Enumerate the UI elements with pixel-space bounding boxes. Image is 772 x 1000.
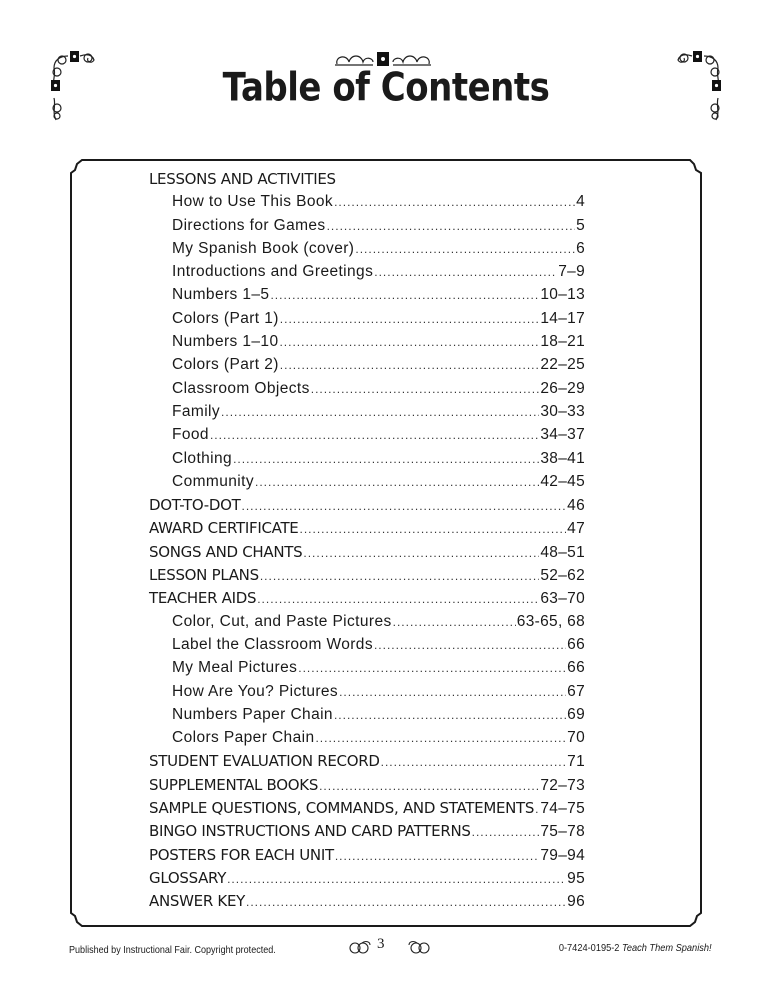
footer-book-info: [559, 942, 712, 954]
toc-entry: [149, 636, 585, 659]
toc-entry: [149, 706, 585, 729]
dot-leader: [246, 895, 566, 909]
dot-leader: [311, 382, 540, 396]
toc-entry-label: Label the Classroom Words: [172, 635, 373, 653]
toc-section-entry: [149, 566, 585, 589]
toc-entry-page: 4: [576, 193, 585, 211]
toc-entry-page: 71: [567, 753, 585, 771]
toc-entry-page: 26–29: [540, 379, 585, 397]
toc-section-entry: [149, 892, 585, 915]
toc-entry: [149, 380, 585, 403]
toc-entry-label: Numbers 1–10: [172, 333, 279, 351]
toc-entry: [149, 473, 585, 496]
dot-leader: [260, 569, 540, 583]
toc-entry-page: 70: [567, 729, 585, 747]
footer-book-title: Teach Them Spanish!: [622, 942, 712, 954]
toc-entry-label: DOT-TO-DOT: [149, 496, 241, 515]
toc-entry-page: 5: [576, 216, 585, 234]
toc-entry-label: GLOSSARY: [149, 868, 227, 887]
toc-entry-label: AWARD CERTIFICATE: [149, 519, 299, 538]
toc-entry-page: 22–25: [540, 356, 585, 374]
toc-section-entry: [149, 170, 585, 193]
toc-entry-page: 34–37: [540, 426, 585, 444]
toc-entry-label: Color, Cut, and Paste Pictures: [172, 612, 392, 630]
toc-entry: [149, 729, 585, 752]
toc-entry-label: ANSWER KEY: [149, 892, 245, 911]
toc-entry-label: SUPPLEMENTAL BOOKS: [149, 775, 319, 794]
toc-entry-page: 67: [567, 682, 585, 700]
toc-entry-page: 66: [567, 659, 585, 677]
toc-entry-label: SAMPLE QUESTIONS, COMMANDS, AND STATEMENTS: [149, 799, 535, 818]
dot-leader: [227, 872, 566, 886]
toc-section-entry: [149, 543, 585, 566]
dot-leader: [334, 708, 566, 722]
toc-entry: [149, 240, 585, 263]
toc-entry-page: 96: [567, 893, 585, 911]
dot-leader: [315, 731, 566, 745]
toc-entry-label: TEACHER AIDS: [149, 589, 257, 608]
toc-section-entry: [149, 869, 585, 892]
dot-leader: [255, 475, 539, 489]
toc-section-entry: [149, 752, 585, 775]
toc-entry-label: SONGS AND CHANTS: [149, 542, 303, 561]
dot-leader: [300, 522, 567, 536]
toc-entry-page: 10–13: [540, 286, 585, 304]
dot-leader: [280, 312, 540, 326]
page-number: 3: [377, 936, 385, 952]
toc-entry-page: 18–21: [540, 333, 585, 351]
toc-entry-label: My Spanish Book (cover): [172, 239, 355, 257]
toc-section-entry: [149, 519, 585, 542]
toc-entry-page: 75–78: [540, 823, 585, 841]
toc-entry-label: Clothing: [172, 449, 233, 467]
toc-entry-label: Family: [172, 402, 221, 420]
toc-entry-page: 6: [576, 239, 585, 257]
dot-leader: [270, 288, 539, 302]
dot-leader: [374, 265, 557, 279]
dot-leader: [279, 335, 539, 349]
dot-leader: [339, 685, 566, 699]
toc-entry: [149, 659, 585, 682]
dot-leader: [210, 428, 539, 442]
toc-entry-page: 42–45: [540, 472, 585, 490]
toc-entry-page: 63-65, 68: [516, 612, 585, 630]
toc-entry-label: How to Use This Book: [172, 193, 334, 211]
dot-leader: [355, 242, 575, 256]
toc-entry-label: How Are You? Pictures: [172, 682, 339, 700]
toc-entry-page: 47: [567, 520, 585, 538]
dot-leader: [319, 779, 539, 793]
dot-leader: [334, 195, 575, 209]
toc-entry-page: 48–51: [540, 543, 585, 561]
toc-entry-label: Classroom Objects: [172, 379, 310, 397]
toc-section-entry: [149, 589, 585, 612]
toc-entry-label: My Meal Pictures: [172, 659, 298, 677]
toc-entry-page: 79–94: [540, 846, 585, 864]
toc-entry: [149, 683, 585, 706]
toc-entry-label: Colors (Part 1): [172, 309, 279, 327]
toc-entry: [149, 426, 585, 449]
page-title: Table of Contents: [222, 65, 550, 111]
toc-list: [149, 170, 585, 916]
dot-leader: [233, 452, 539, 466]
toc-entry-page: 14–17: [540, 309, 585, 327]
dot-leader: [221, 405, 539, 419]
toc-section-entry: [149, 496, 585, 519]
dot-leader: [393, 615, 516, 629]
toc-entry-label: Food: [172, 426, 209, 444]
dot-leader: [472, 825, 540, 839]
dot-leader: [381, 755, 567, 769]
toc-entry-page: 63–70: [540, 590, 585, 608]
dot-leader: [535, 802, 539, 816]
toc-entry: [149, 310, 585, 333]
toc-entry-label: Community: [172, 472, 254, 490]
dot-leader: [298, 661, 566, 675]
toc-entry-page: 66: [567, 635, 585, 653]
toc-entry-page: 46: [567, 497, 585, 515]
toc-section-entry: [149, 822, 585, 845]
toc-entry: [149, 263, 585, 286]
toc-entry-label: POSTERS FOR EACH UNIT: [149, 845, 334, 864]
toc-entry: [149, 193, 585, 216]
toc-entry: [149, 403, 585, 426]
swirl-left-icon: [348, 940, 372, 954]
toc-entry-page: 52–62: [540, 567, 585, 585]
dot-leader: [257, 592, 539, 606]
toc-entry-page: 95: [567, 869, 585, 887]
toc-entry: [149, 613, 585, 636]
toc-section-entry: [149, 846, 585, 869]
toc-entry-page: 30–33: [540, 402, 585, 420]
toc-entry-label: Numbers 1–5: [172, 286, 270, 304]
dot-leader: [327, 219, 576, 233]
dot-leader: [303, 546, 539, 560]
toc-entry-label: STUDENT EVALUATION RECORD: [149, 752, 380, 771]
toc-entry-label: Colors Paper Chain: [172, 729, 315, 747]
toc-entry-label: Colors (Part 2): [172, 356, 279, 374]
toc-entry-page: 38–41: [540, 449, 585, 467]
toc-entry: [149, 333, 585, 356]
footer-publisher: Published by Instructional Fair. Copyright protected.: [69, 944, 276, 956]
toc-entry-label: LESSON PLANS: [149, 566, 259, 585]
toc-entry-label: Directions for Games: [172, 216, 326, 234]
toc-entry: [149, 356, 585, 379]
footer-isbn: 0-7424-0195-2: [559, 942, 620, 954]
toc-entry-label: BINGO INSTRUCTIONS AND CARD PATTERNS: [149, 822, 471, 841]
toc-entry-page: 72–73: [540, 776, 585, 794]
toc-entry-label: Numbers Paper Chain: [172, 705, 333, 723]
toc-entry-label: Introductions and Greetings: [172, 263, 374, 281]
toc-entry-page: 7–9: [558, 263, 585, 281]
dot-leader: [280, 358, 540, 372]
dot-leader: [242, 499, 567, 513]
toc-entry-label: LESSONS AND ACTIVITIES: [149, 170, 336, 188]
swirl-right-icon: [406, 940, 432, 954]
toc-entry-page: 74–75: [540, 800, 585, 818]
toc-section-entry: [149, 776, 585, 799]
dot-leader: [335, 849, 540, 863]
toc-entry: [149, 286, 585, 309]
toc-entry: [149, 450, 585, 473]
dot-leader: [374, 638, 566, 652]
toc-entry: [149, 217, 585, 240]
toc-entry-page: 69: [567, 705, 585, 723]
toc-section-entry: [149, 799, 585, 822]
